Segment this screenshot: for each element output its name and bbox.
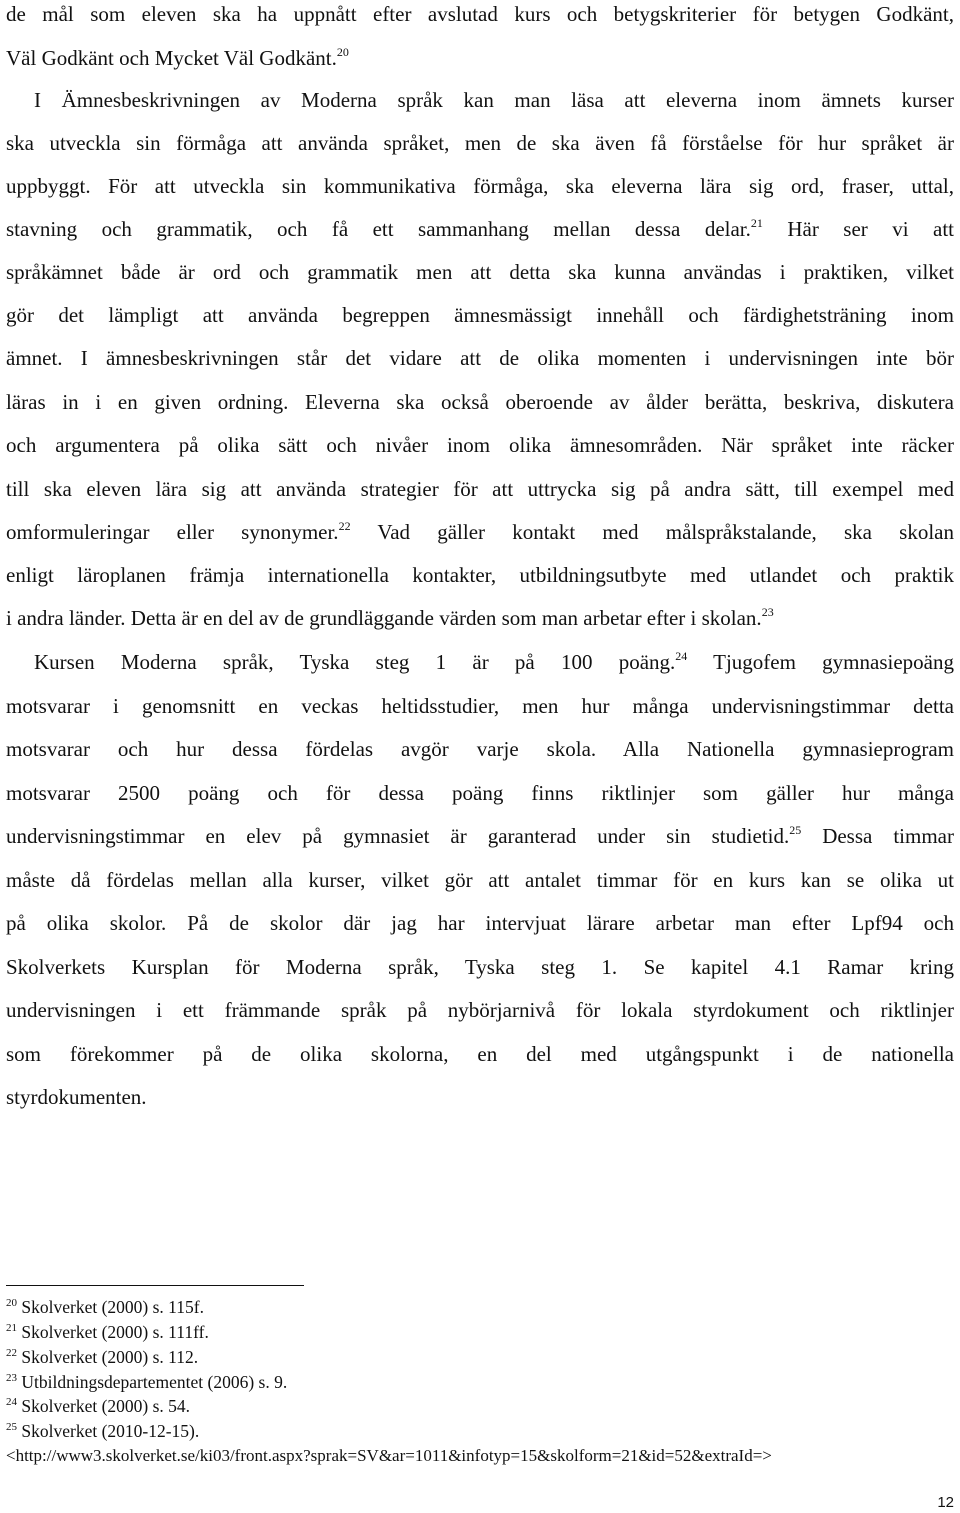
body-line: I Ämnesbeskrivningen av Moderna språk kan man läsa att eleverna inom ämnets kurser <box>34 88 954 112</box>
footnote-number: 24 <box>6 1396 17 1408</box>
footnote-ref: 21 <box>750 216 763 230</box>
footnote-ref: 20 <box>336 45 349 59</box>
body-line: Skolverkets Kursplan för Moderna språk, Tyska steg 1. Se kapitel 4.1 Ramar kring <box>6 955 954 979</box>
body-line: och argumentera på olika sätt och nivåer inom olika ämnesområden. När språket inte räcker <box>6 433 954 457</box>
footnote: $^{23}$ Utbildningsdepartementet (2006) s. 9. <box>6 1372 288 1392</box>
footnote-number: 20 <box>6 1297 17 1309</box>
body-line: enligt läroplanen främja internationella kontakter, utbildningsutbyte med utlandet och praktik <box>6 563 954 587</box>
body-line: undervisningstimmar en elev på gymnasiet är garanterad under sin studietid.$^{25}$ Dessa timmar <box>6 823 954 848</box>
body-line: Kursen Moderna språk, Tyska steg 1 är på 100 poäng.$^{24}$ Tjugofem gymnasiepoäng <box>34 649 954 674</box>
body-line: de mål som eleven ska ha uppnått efter avslutad kurs och betygskriterier för betygen Godkänt, <box>6 2 954 26</box>
body-line: omformuleringar eller synonymer.$^{22}$ Vad gäller kontakt med målspråkstalande, ska skolan <box>6 519 954 544</box>
footnote-number: 23 <box>6 1372 17 1384</box>
footnote-separator <box>6 1285 304 1286</box>
body-line: Väl Godkänt och Mycket Väl Godkänt.$^{20}$ <box>6 45 349 70</box>
footnote-ref: 25 <box>789 823 802 837</box>
footnote: $^{24}$ Skolverket (2000) s. 54. <box>6 1396 191 1416</box>
body-line: motsvarar i genomsnitt en veckas heltidsstudier, men hur många undervisningstimmar detta <box>6 694 954 718</box>
footnote: $^{22}$ Skolverket (2000) s. 112. <box>6 1347 199 1367</box>
body-line: styrdokumenten. <box>6 1085 147 1109</box>
body-line: stavning och grammatik, och få ett sammanhang mellan dessa delar.$^{21}$ Här ser vi att <box>6 216 955 241</box>
footnote-number: 21 <box>6 1322 17 1334</box>
footnote-ref: 22 <box>338 519 351 533</box>
footnote-ref: 23 <box>761 605 774 619</box>
body-line: gör det lämpligt att använda begreppen ämnesmässigt innehåll och färdighetsträning inom <box>6 303 954 327</box>
body-line: som förekommer på de olika skolorna, en del med utgångspunkt i de nationella <box>6 1042 954 1066</box>
footnote-number: 22 <box>6 1347 17 1359</box>
footnote: $^{21}$ Skolverket (2000) s. 111ff. <box>6 1322 209 1342</box>
footnote-url: <http://www3.skolverket.se/ki03/front.aspx?sprak=SV&ar=1011&infotyp=15&skolform=21&id=52&extraId=> <box>6 1446 772 1465</box>
footnote-number: 25 <box>6 1421 17 1433</box>
footnote: $^{20}$ Skolverket (2000) s. 115f. <box>6 1297 204 1317</box>
page-number: 12 <box>937 1494 954 1511</box>
body-line: till ska eleven lära sig att använda strategier för att uttrycka sig på andra sätt, till exempel med <box>6 477 954 501</box>
footnote-ref: 24 <box>675 649 688 663</box>
footnote: $^{25}$ Skolverket (2010-12-15). <box>6 1421 200 1441</box>
body-line: motsvarar och hur dessa fördelas avgör varje skola. Alla Nationella gymnasieprogram <box>6 737 954 761</box>
body-line: läras in i en given ordning. Eleverna ska också oberoende av ålder berätta, beskriva, diskutera <box>6 390 954 414</box>
body-line: uppbyggt. För att utveckla sin kommunikativa förmåga, ska eleverna lära sig ord, fraser, uttal, <box>6 174 954 198</box>
body-line: undervisningen i ett främmande språk på nybörjarnivå för lokala styrdokument och riktlinjer <box>6 998 954 1022</box>
body-line: på olika skolor. På de skolor där jag har intervjuat lärare arbetar man efter Lpf94 och <box>6 911 954 935</box>
body-line: måste då fördelas mellan alla kurser, vilket gör att antalet timmar för en kurs kan se olika ut <box>6 868 954 892</box>
body-line: i andra länder. Detta är en del av de grundläggande värden som man arbetar efter i skolan.$^{23}$ <box>6 605 774 630</box>
body-line: språkämnet både är ord och grammatik men att detta ska kunna användas i praktiken, vilket <box>6 260 954 284</box>
body-line: motsvarar 2500 poäng och för dessa poäng finns riktlinjer som gäller hur många <box>6 781 954 805</box>
body-line: ämnet. I ämnesbeskrivningen står det vidare att de olika momenten i undervisningen inte bör <box>6 346 954 370</box>
body-line: ska utveckla sin förmåga att använda språket, men de ska även få förståelse för hur språket är <box>6 131 954 155</box>
